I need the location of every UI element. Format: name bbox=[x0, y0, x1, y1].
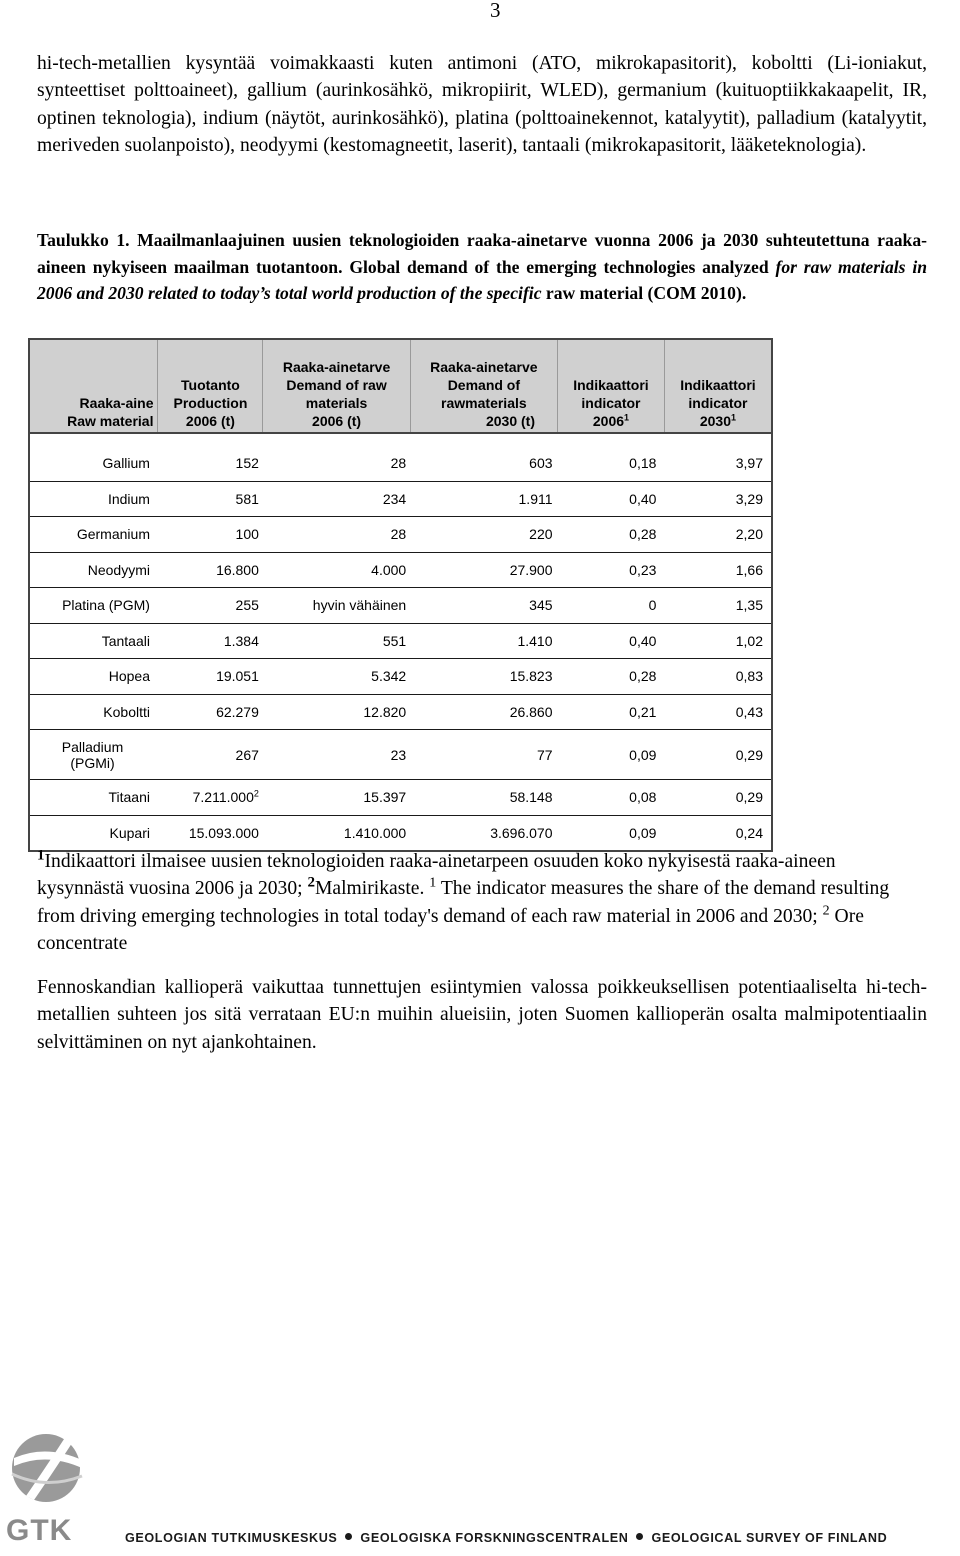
caption-english: Global demand of the emerging technologies analyzed bbox=[349, 256, 769, 277]
table-row: Koboltti 62.279 12.820 26.860 0,21 0,43 bbox=[29, 694, 772, 730]
table-row: Germanium 100 28 220 0,28 2,20 bbox=[29, 517, 772, 553]
table-row: Gallium 152 28 603 0,18 3,97 bbox=[29, 446, 772, 481]
org-name-finnish: GEOLOGIAN TUTKIMUSKESKUS bbox=[125, 1531, 338, 1545]
page-number: 3 bbox=[490, 0, 501, 22]
bullet-icon bbox=[345, 1533, 352, 1540]
raw-material-table bbox=[28, 338, 773, 852]
table-caption bbox=[37, 227, 927, 307]
org-name-swedish: GEOLOGISKA FORSKNINGSCENTRALEN bbox=[360, 1531, 629, 1545]
table-row: Platina (PGM) 255 hyvin vähäinen 345 0 1,35 bbox=[29, 588, 772, 624]
table-row: Hopea 19.051 5.342 15.823 0,28 0,83 bbox=[29, 659, 772, 695]
caption-label: Taulukko 1. bbox=[37, 230, 130, 250]
table-row: Neodyymi 16.800 4.000 27.900 0,23 1,66 bbox=[29, 552, 772, 588]
table-row: Kupari 15.093.000 1.410.000 3.696.070 0,09 0,24 bbox=[29, 815, 772, 851]
caption-finnish: Maailmanlaajuinen uusien teknologioiden raaka-ainetarve vuonna 2006 ja 2030 suhteutettuna raaka-aineen nykyiseen maailman tuotantoon. bbox=[37, 230, 927, 277]
caption-english-italic: for raw materials in 2006 and 2030 related to today’s total world production of the specific bbox=[37, 256, 927, 303]
header-raw-material: Raaka-aine Raw material bbox=[29, 339, 158, 433]
table-header-row bbox=[29, 339, 772, 433]
footer-organization-names bbox=[125, 1531, 935, 1545]
table-row: Indium 581 234 1.911 0,40 3,29 bbox=[29, 481, 772, 517]
data-table-container bbox=[28, 338, 773, 852]
caption-english-end: raw material (COM 2010). bbox=[545, 283, 747, 303]
bullet-icon bbox=[636, 1533, 643, 1540]
table-row: Titaani 7.211.000$^2$ 15.397 58.148 0,08 0,29 bbox=[29, 780, 772, 816]
closing-paragraph: Fennoskandian kallioperä vaikuttaa tunnettujen esiintymien valossa poikkeuksellisen potentiaaliselta hi-tech-metallien suhteen jos sitä verrataan EU:n muihin alueisiin, joten Suomen kallioperän osalta malmipotentiaalin selvittäminen on nyt ajankohtainen. bbox=[37, 977, 927, 1053]
header-demand-2006: Raaka-ainetarve Demand of raw materials 2006 (t) bbox=[263, 339, 410, 433]
table-footnote: $^1$Indikaattori ilmaisee uusien teknologioiden raaka-ainetarpeen osuuden koko nykyisestä raaka-aineen kysynnästä vuosina 2006 ja 2030; $^2$Malmirikaste. $^1$ The indicator measures the share of the demand resulting from driving emerging technologies in total today's demand of each raw material in 2006 and 2030; $^2$ Ore concentrate bbox=[37, 847, 890, 955]
table-row: Palladium (PGMi) 267 23 77 0,09 0,29 bbox=[29, 730, 772, 780]
logo-text: GTK bbox=[6, 1514, 73, 1547]
org-name-english: GEOLOGICAL SURVEY OF FINLAND bbox=[651, 1531, 888, 1545]
table-spacer bbox=[29, 433, 772, 446]
header-demand-2030: Raaka-ainetarve Demand of rawmaterials 2030 (t) bbox=[410, 339, 557, 433]
header-indicator-2006: Indikaattori indicator 2006$^1$ bbox=[558, 339, 665, 433]
header-production: Tuotanto Production 2006 (t) bbox=[158, 339, 263, 433]
header-indicator-2030: Indikaattori indicator 2030$^1$ bbox=[664, 339, 772, 433]
intro-paragraph: hi-tech-metallien kysyntää voimakkaasti kuten antimoni (ATO, mikrokapasitorit), koboltti (Li-ioniakut, synteettiset polttoaineet), gallium (aurinkosähkö, mikropiirit, WLED), germanium (kuituoptiikkakaapelit, IR, optinen teknologia), indium (näytöt, aurinkosähkö), platina (polttoainekennot, katalyytit), palladium (katalyytit, meriveden suolanpoisto), neodyymi (kestomagneetit, laserit), tantaali (mikrokapasitorit, lääketeknologia). bbox=[37, 53, 927, 157]
table-row: Tantaali 1.384 551 1.410 0,40 1,02 bbox=[29, 623, 772, 659]
gtk-logo bbox=[4, 1430, 96, 1550]
